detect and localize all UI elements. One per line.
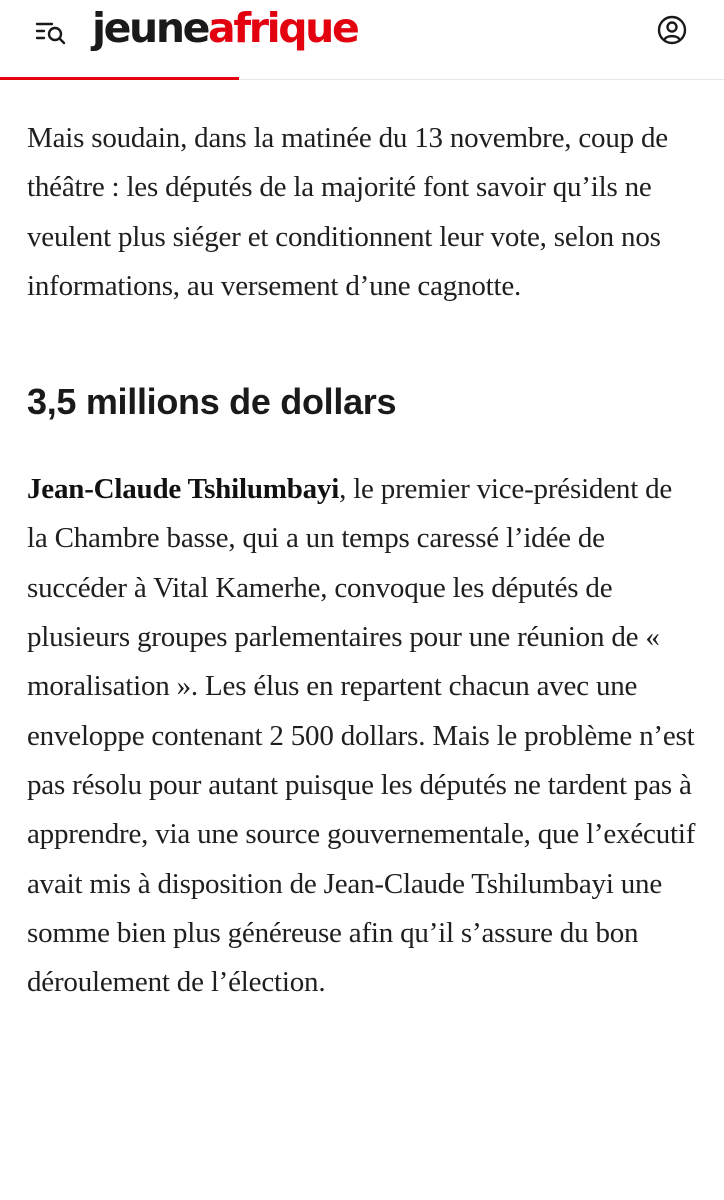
logo-afrique: afrique — [208, 3, 358, 52]
person-name: Jean-Claude Tshilumbayi — [27, 473, 340, 506]
account-button[interactable] — [656, 14, 688, 46]
account-icon — [656, 14, 688, 46]
reading-progress-bar — [0, 77, 239, 80]
section-heading: 3,5 millions de dollars — [27, 381, 397, 423]
menu-search-button[interactable] — [30, 17, 74, 49]
site-logo[interactable] — [92, 0, 357, 56]
article-body — [27, 114, 699, 1007]
site-header — [0, 0, 724, 80]
article-paragraph — [27, 465, 699, 1007]
logo-jeune: jeune — [92, 3, 209, 52]
article-paragraph: Mais soudain, dans la matinée du 13 novembre, coup de théâtre : les députés de la majorité font savoir qu’ils ne veulent plus siéger et conditionnent leur vote, selon nos informations, au versement d’une cagnotte. — [27, 122, 668, 302]
paragraph-text: , le premier vice-président de la Chambre basse, qui a un temps caressé l’idée de succéder à Vital Kamerhe, convoque les députés de plusieurs groupes parlementaires pour une réunion de « moralisation ». Les élus en repartent chacun avec une enveloppe contenant 2 500 dollars. Mais le problème n’est pas résolu pour autant puisque les députés ne tardent pas à apprendre, via une source gouvernementale, que l’exécutif avait mis à disposition de Jean-Claude Tshilumbayi une somme bien plus généreuse afin qu’il s’assure du bon déroulement de l’élection. — [27, 473, 696, 999]
menu-search-icon — [30, 17, 74, 49]
